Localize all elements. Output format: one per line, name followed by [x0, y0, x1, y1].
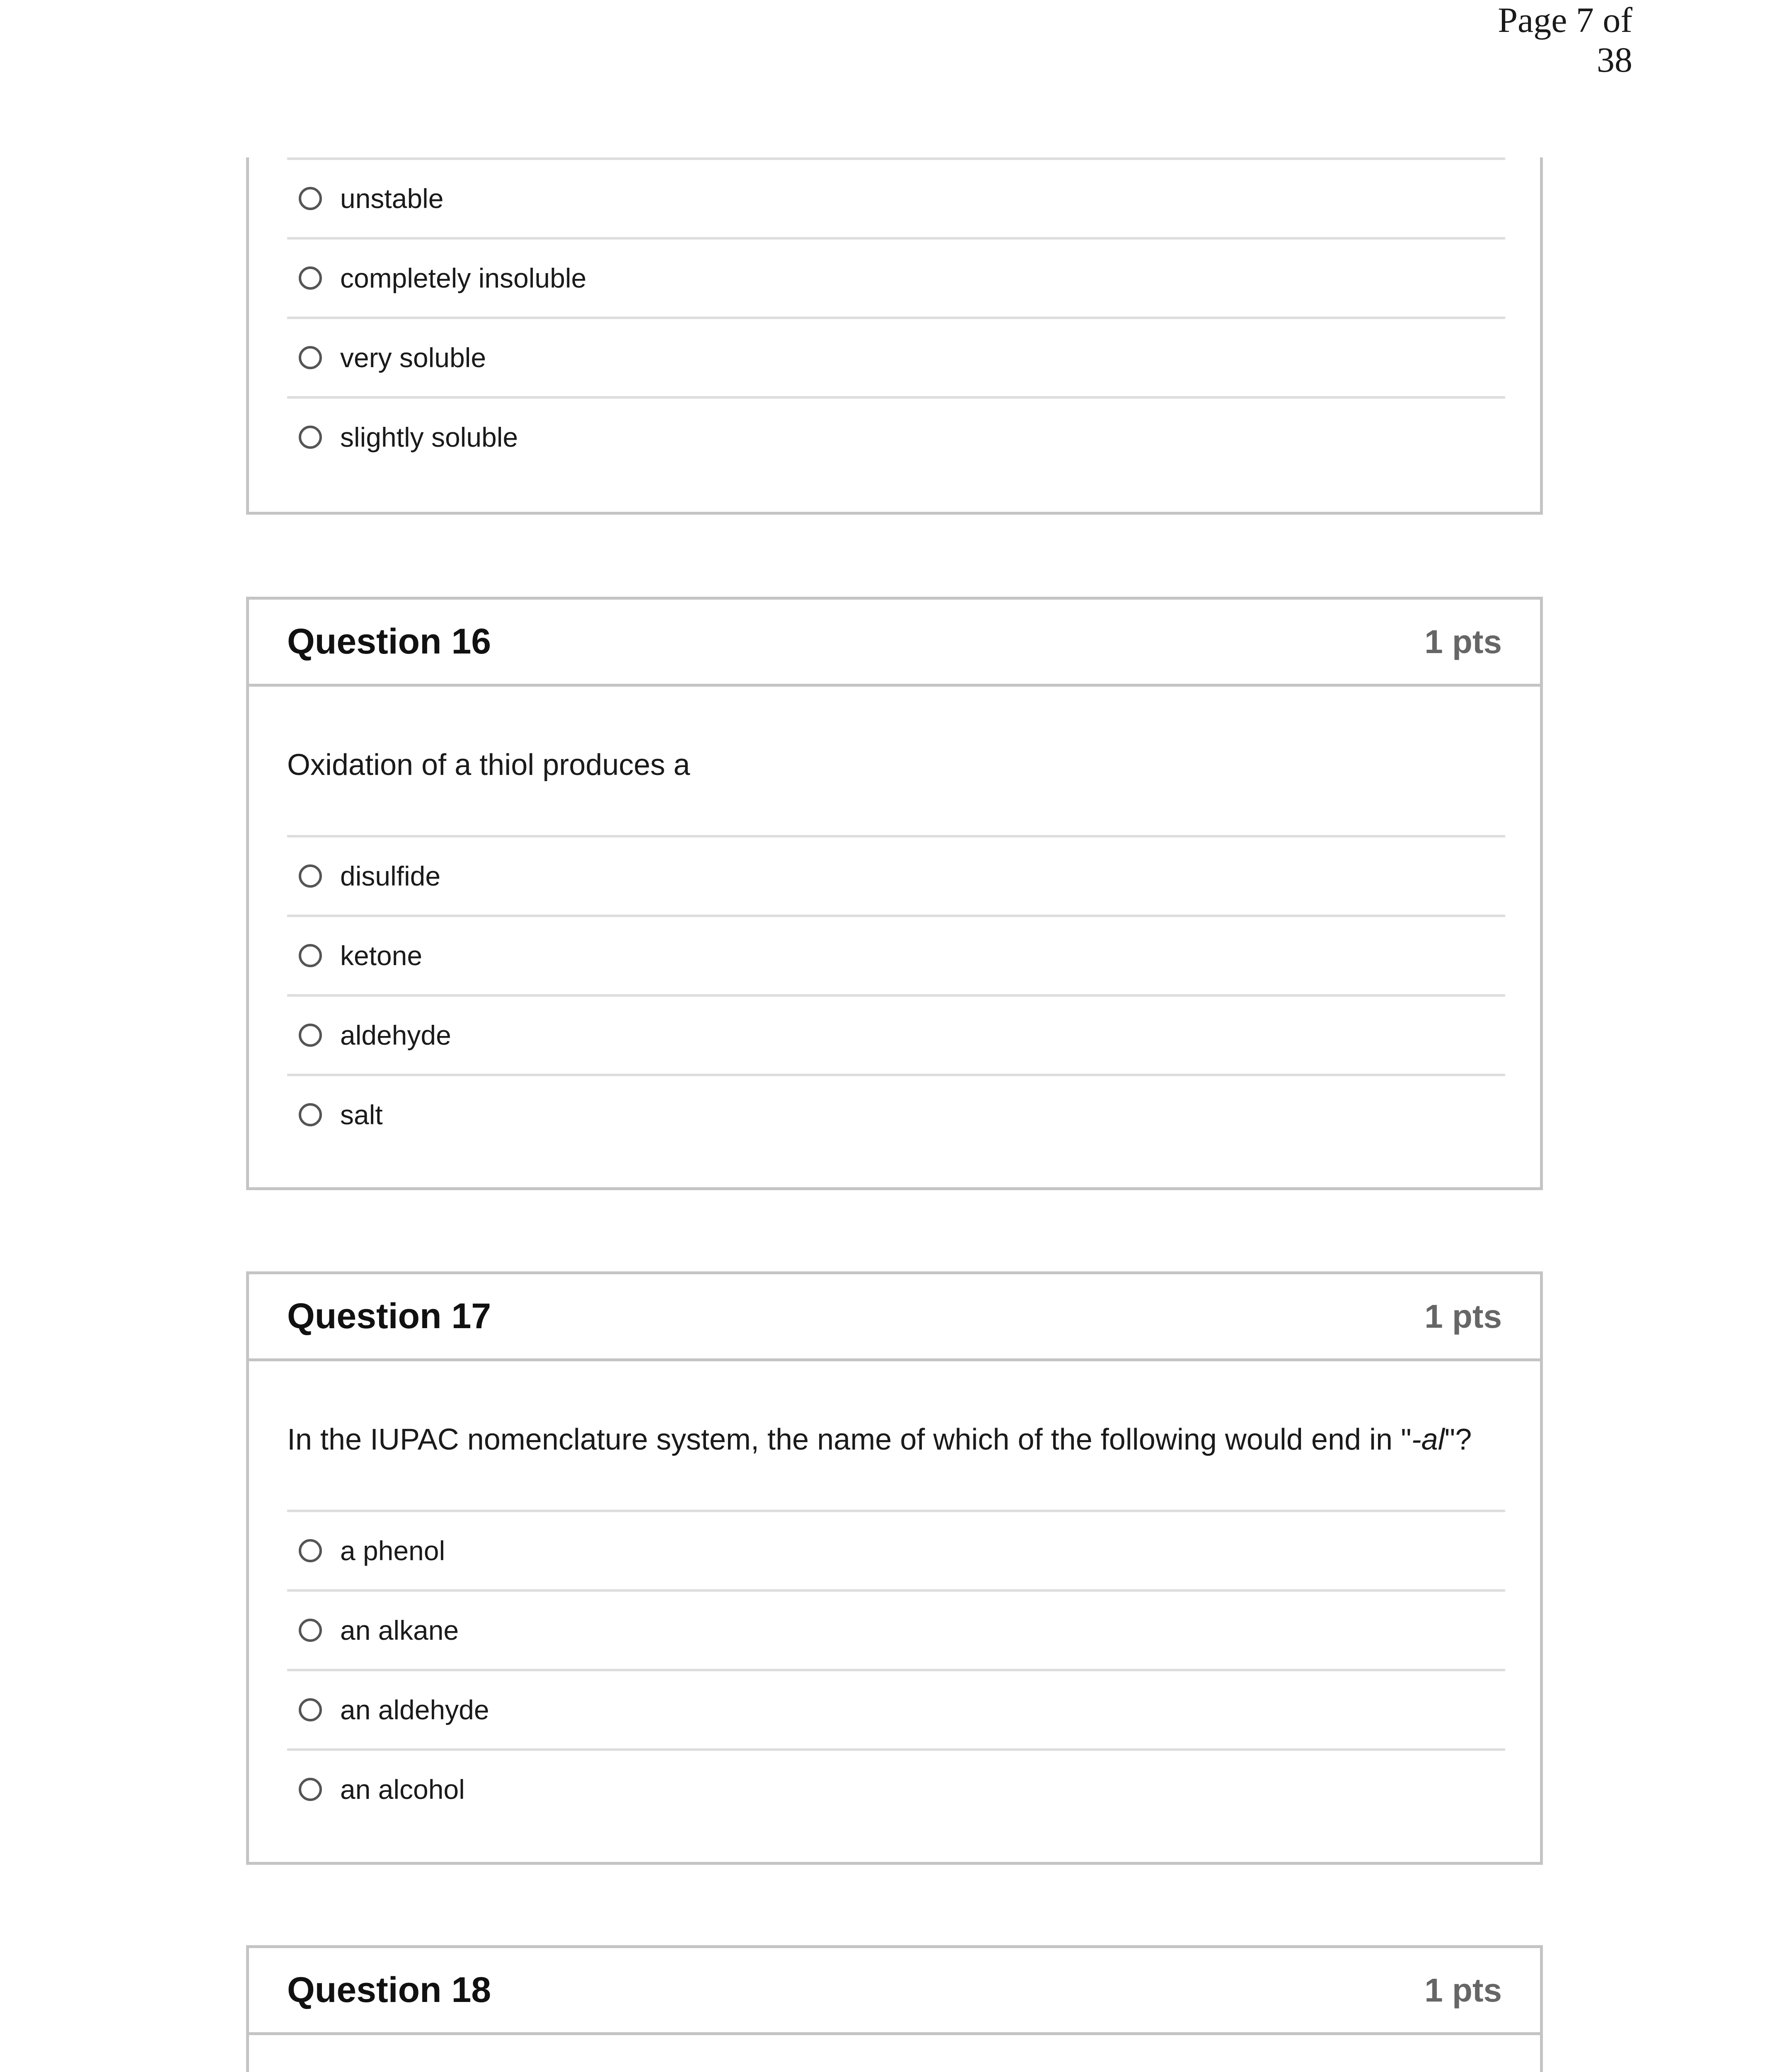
question-text-italic: -al: [1411, 1423, 1445, 1456]
question-points: 1 pts: [1424, 623, 1502, 660]
answer-label: an alkane: [340, 1615, 459, 1646]
question-title: Question 17: [287, 1296, 491, 1336]
radio-button[interactable]: [299, 1619, 322, 1642]
question-text: [287, 1423, 1472, 1457]
answer-label: very soluble: [340, 342, 486, 373]
radio-button[interactable]: [299, 187, 322, 210]
radio-button[interactable]: [299, 346, 322, 369]
radio-button[interactable]: [299, 864, 322, 888]
question-15-card: [246, 157, 1543, 515]
question-17-answers: [287, 1510, 1505, 1828]
question-points: 1 pts: [1424, 1971, 1502, 2009]
question-text-part: In the IUPAC nomenclature system, the name of which of the following would end in ": [287, 1423, 1412, 1456]
answer-option[interactable]: [287, 317, 1505, 396]
answer-option[interactable]: [287, 157, 1505, 237]
question-text-part: "?: [1444, 1423, 1472, 1456]
question-title: Question 16: [287, 622, 491, 661]
answer-option[interactable]: [287, 1510, 1505, 1589]
answer-option[interactable]: [287, 237, 1505, 317]
question-16-answers: [287, 835, 1505, 1153]
question-header: [249, 1274, 1540, 1361]
answer-label: an aldehyde: [340, 1694, 489, 1725]
radio-button[interactable]: [299, 944, 322, 967]
answer-option[interactable]: [287, 396, 1505, 476]
answer-option[interactable]: [287, 994, 1505, 1074]
radio-button[interactable]: [299, 1024, 322, 1047]
answer-option[interactable]: [287, 835, 1505, 915]
answer-label: unstable: [340, 183, 444, 214]
answer-label: an alcohol: [340, 1774, 465, 1805]
answer-option[interactable]: [287, 1669, 1505, 1748]
question-16-card: [246, 597, 1543, 1190]
answer-label: completely insoluble: [340, 263, 587, 293]
answer-label: slightly soluble: [340, 422, 518, 453]
question-15-answers: [287, 157, 1505, 476]
answer-option[interactable]: [287, 1074, 1505, 1153]
answer-option[interactable]: [287, 915, 1505, 994]
question-18-card: [246, 1945, 1543, 2072]
radio-button[interactable]: [299, 1778, 322, 1801]
question-header: [249, 1948, 1540, 2035]
answer-option[interactable]: [287, 1589, 1505, 1669]
question-text: Oxidation of a thiol produces a: [287, 748, 690, 782]
page-number: Page 7 of 38: [1498, 0, 1632, 80]
answer-label: salt: [340, 1099, 383, 1130]
answer-label: ketone: [340, 940, 423, 971]
question-header: [249, 600, 1540, 687]
radio-button[interactable]: [299, 1539, 322, 1562]
radio-button[interactable]: [299, 266, 322, 290]
radio-button[interactable]: [299, 1698, 322, 1721]
answer-label: aldehyde: [340, 1020, 451, 1051]
question-17-card: [246, 1271, 1543, 1865]
question-title: Question 18: [287, 1970, 491, 2010]
answer-option[interactable]: [287, 1748, 1505, 1828]
answer-label: a phenol: [340, 1535, 445, 1566]
question-points: 1 pts: [1424, 1297, 1502, 1335]
radio-button[interactable]: [299, 426, 322, 449]
radio-button[interactable]: [299, 1103, 322, 1126]
answer-label: disulfide: [340, 861, 441, 891]
